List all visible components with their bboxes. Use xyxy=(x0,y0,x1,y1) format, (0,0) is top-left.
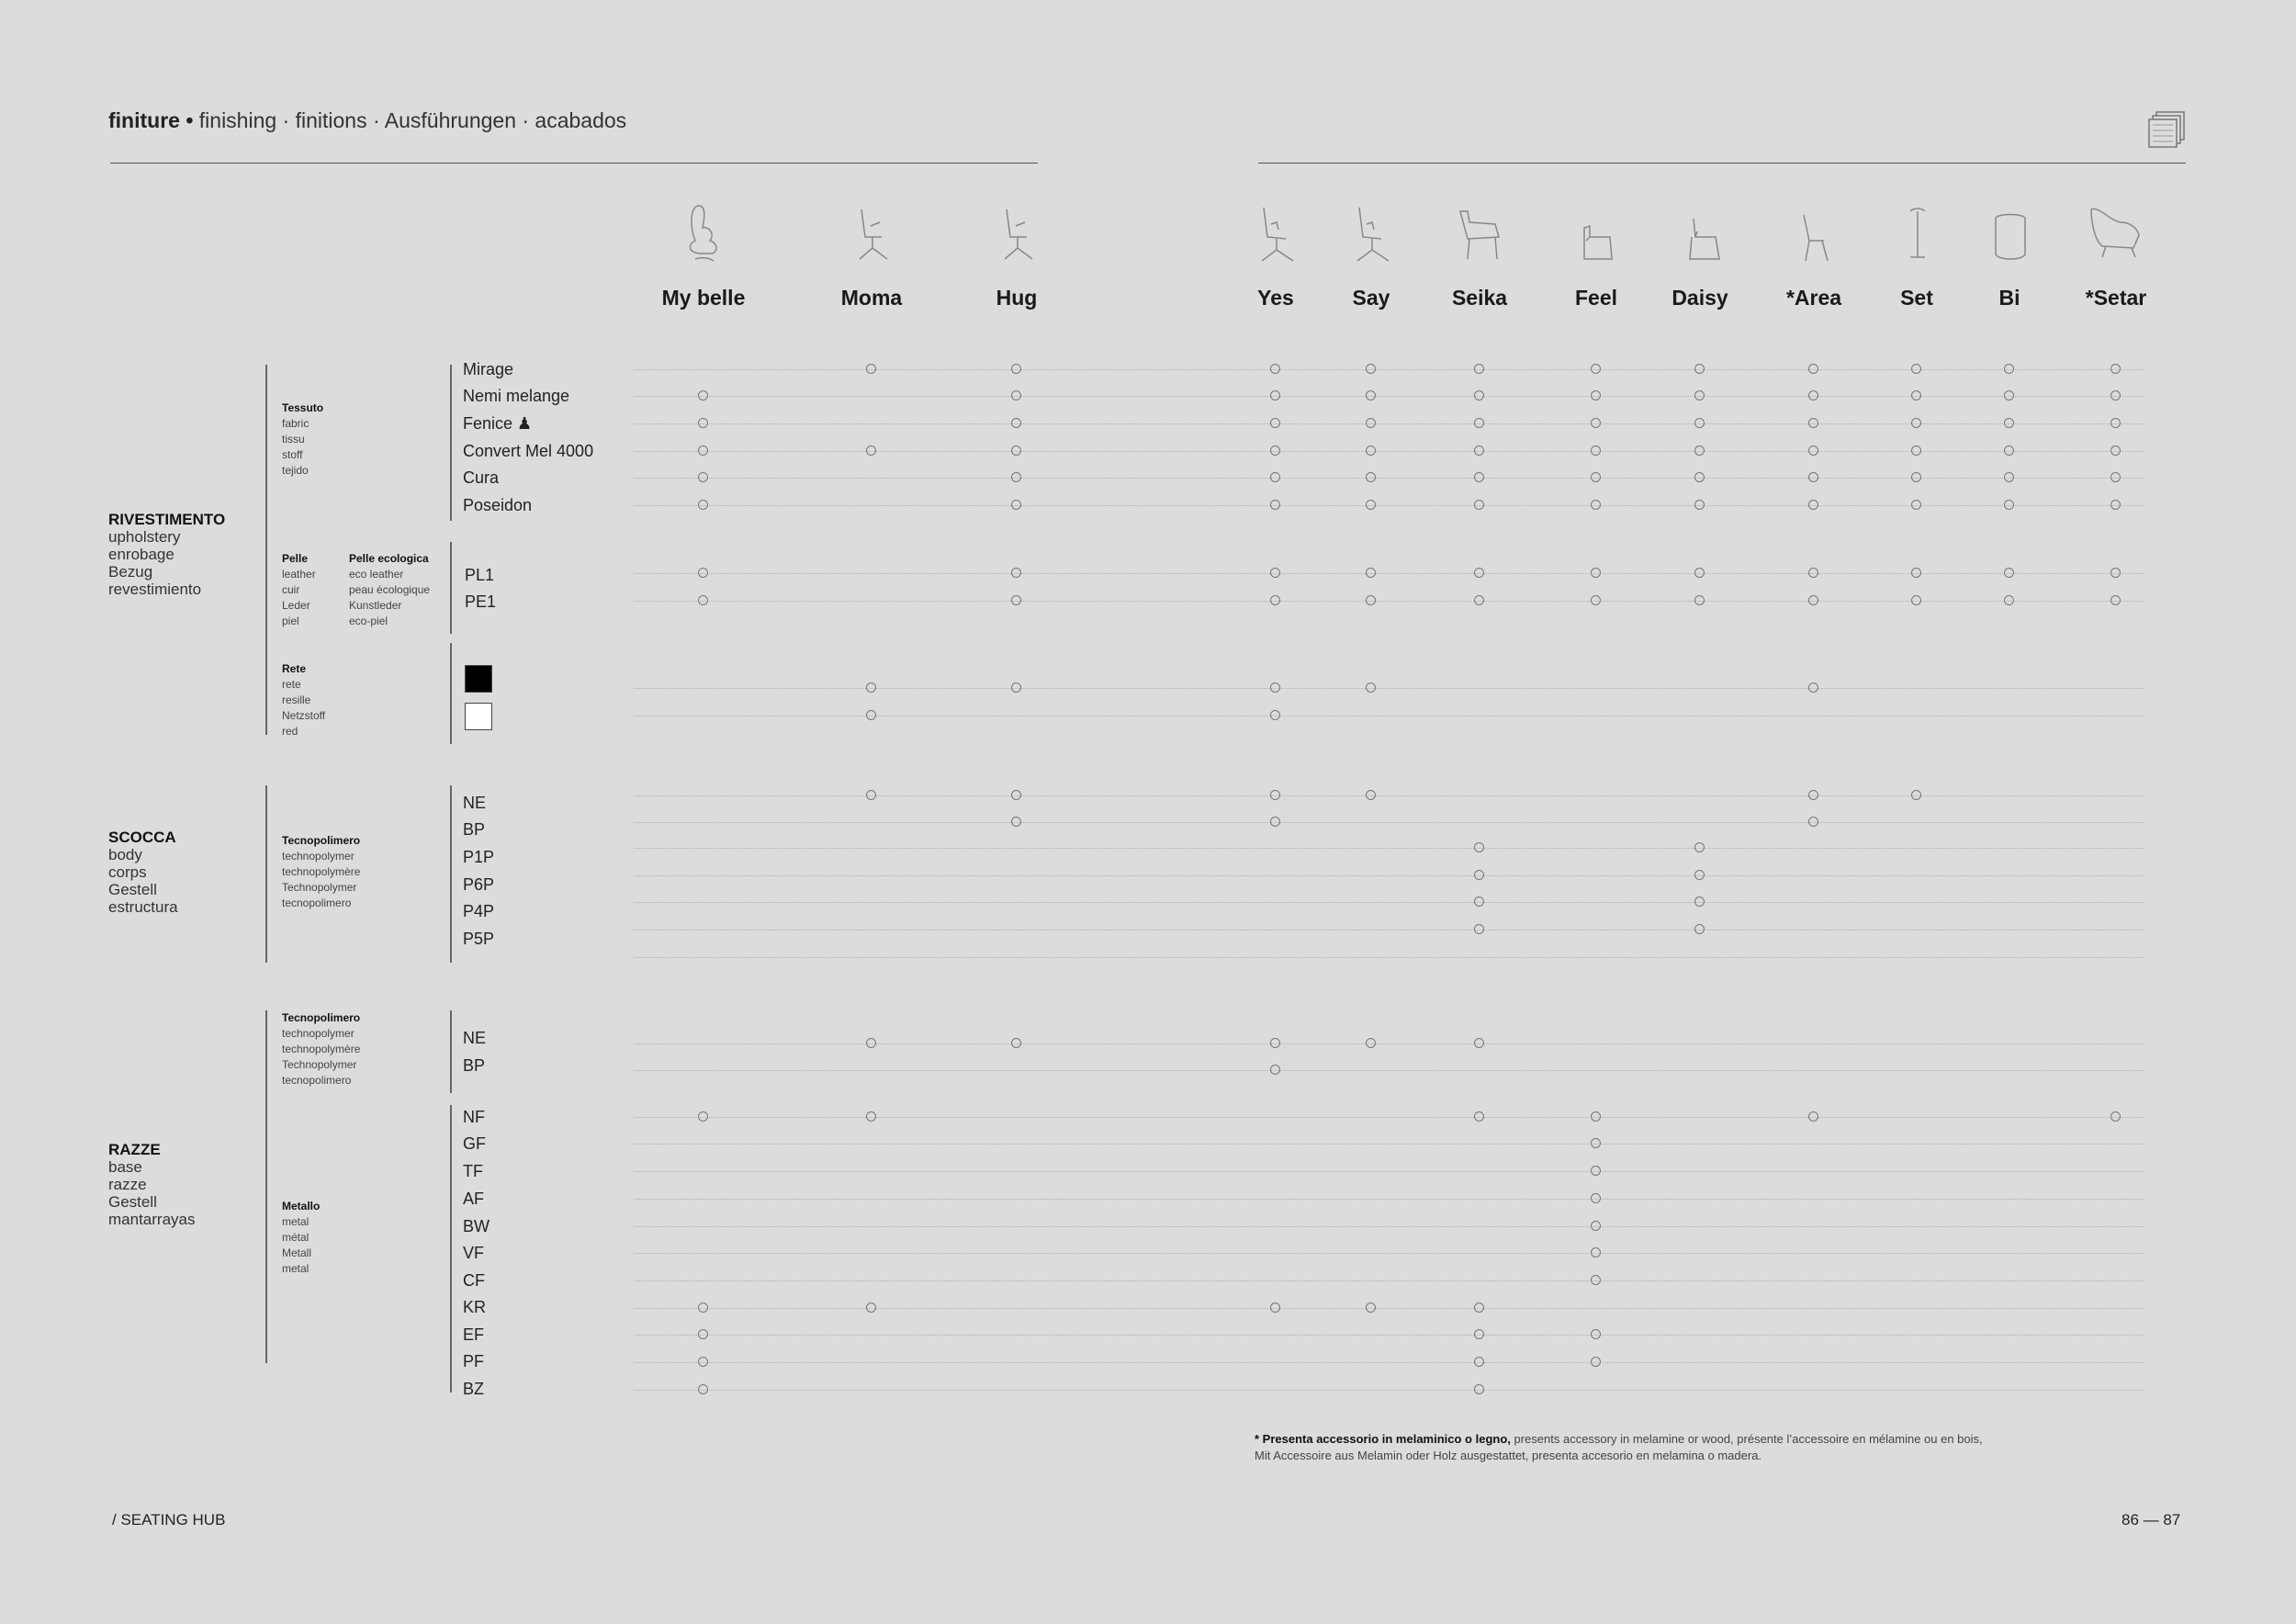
availability-mark xyxy=(1366,472,1376,482)
availability-mark xyxy=(1808,790,1818,800)
chair-icon xyxy=(1668,200,1732,274)
availability-mark xyxy=(1474,390,1484,400)
footer-brand: / SEATING HUB xyxy=(112,1511,226,1528)
header-rule-left xyxy=(110,163,1038,164)
finish-label: Fenice ♟ xyxy=(463,414,533,433)
availability-mark xyxy=(1474,568,1484,578)
availability-mark xyxy=(1270,595,1280,605)
finish-label: P6P xyxy=(463,875,495,894)
availability-mark xyxy=(1911,790,1921,800)
availability-mark xyxy=(1591,445,1601,456)
header-rule-right xyxy=(1258,163,2186,164)
sub-bar-metallo xyxy=(450,1105,452,1393)
model-name: *Setar xyxy=(2085,286,2147,310)
availability-mark xyxy=(1694,842,1705,852)
lounge-chair-icon xyxy=(2084,200,2148,274)
sub-line: eco leather xyxy=(349,568,404,581)
model-name: Moma xyxy=(840,286,903,310)
availability-mark xyxy=(1591,418,1601,428)
availability-mark xyxy=(2004,472,2014,482)
sub-line: technopolymère xyxy=(282,1043,361,1055)
row-divider xyxy=(634,1070,2144,1071)
availability-mark xyxy=(1366,1303,1376,1313)
availability-mark xyxy=(1591,1329,1601,1339)
availability-mark xyxy=(2004,445,2014,456)
availability-mark xyxy=(1808,817,1818,827)
availability-mark xyxy=(698,1384,708,1394)
availability-mark xyxy=(698,1329,708,1339)
finish-label: VF xyxy=(463,1244,485,1262)
group-razze-title: RAZZE xyxy=(108,1141,161,1158)
availability-mark xyxy=(1474,1357,1484,1367)
availability-mark xyxy=(1694,418,1705,428)
availability-mark xyxy=(2110,390,2121,400)
row-divider xyxy=(634,848,2144,849)
availability-mark xyxy=(698,1303,708,1313)
row-divider xyxy=(634,875,2144,876)
armchair-executive-icon xyxy=(671,200,736,274)
availability-mark xyxy=(1366,595,1376,605)
group-bar-razze xyxy=(265,1010,267,1363)
availability-mark xyxy=(1474,1303,1484,1313)
sub-line: technopolymer xyxy=(282,1027,355,1040)
sub-tecnopolimero-title: Tecnopolimero xyxy=(282,834,361,847)
availability-mark xyxy=(1270,790,1280,800)
row-divider xyxy=(634,1043,2144,1044)
finish-label: PE1 xyxy=(465,592,497,611)
availability-mark xyxy=(1591,1221,1601,1231)
availability-mark xyxy=(866,1111,876,1122)
task-chair-icon xyxy=(1339,200,1403,274)
sub-line: eco-piel xyxy=(349,615,388,627)
footnote-line1: presents accessory in melamine or wood, présente l’accessoire en mélamine ou en bois, xyxy=(1510,1432,1983,1446)
availability-mark xyxy=(1474,1038,1484,1048)
group-rivestimento-title: RIVESTIMENTO xyxy=(108,511,226,528)
group-line: Gestell xyxy=(108,881,157,898)
availability-mark xyxy=(1366,418,1376,428)
availability-mark xyxy=(2110,595,2121,605)
availability-mark xyxy=(1808,445,1818,456)
finish-label: Cura xyxy=(463,468,500,487)
sub-tessuto-title: Tessuto xyxy=(282,401,324,414)
availability-mark xyxy=(2004,418,2014,428)
model-name: *Area xyxy=(1785,286,1842,310)
availability-mark xyxy=(1474,364,1484,374)
availability-mark xyxy=(1694,870,1705,880)
title-bold: finiture • xyxy=(108,108,194,132)
availability-mark xyxy=(1474,897,1484,907)
sub-tecnopolimero-title: Tecnopolimero xyxy=(282,1011,361,1024)
availability-mark xyxy=(1591,1247,1601,1257)
finish-label: CF xyxy=(463,1271,485,1290)
availability-mark xyxy=(1366,790,1376,800)
availability-mark xyxy=(1591,1138,1601,1148)
group-line: Bezug xyxy=(108,563,153,581)
stool-icon xyxy=(1885,200,1949,274)
availability-mark xyxy=(1694,364,1705,374)
availability-mark xyxy=(1808,500,1818,510)
availability-mark xyxy=(698,472,708,482)
finish-label: BP xyxy=(463,1056,486,1075)
finish-label: P4P xyxy=(463,902,495,920)
sub-tecnopolimero-razze xyxy=(282,1010,360,1088)
finish-label: GF xyxy=(463,1134,486,1153)
availability-mark xyxy=(1011,500,1021,510)
availability-mark xyxy=(1694,595,1705,605)
availability-mark xyxy=(1366,364,1376,374)
sub-line: Leder xyxy=(282,599,310,612)
sub-line: metal xyxy=(282,1215,310,1228)
model-name: Yes xyxy=(1257,286,1294,310)
sub-line: tissu xyxy=(282,433,305,445)
group-line: upholstery xyxy=(108,528,181,546)
availability-mark xyxy=(1591,1193,1601,1203)
availability-mark xyxy=(1270,710,1280,720)
availability-mark xyxy=(1694,897,1705,907)
side-chair-icon xyxy=(1782,200,1846,274)
availability-mark xyxy=(866,1038,876,1048)
finish-label: Nemi melange xyxy=(463,387,570,405)
availability-mark xyxy=(1366,682,1376,693)
row-divider xyxy=(634,1117,2144,1118)
availability-mark xyxy=(1591,1357,1601,1367)
availability-mark xyxy=(2004,568,2014,578)
sub-line: red xyxy=(282,725,298,738)
availability-mark xyxy=(2110,418,2121,428)
sub-line: technopolymer xyxy=(282,850,355,863)
availability-mark xyxy=(1694,472,1705,482)
availability-mark xyxy=(1011,472,1021,482)
sub-line: stoff xyxy=(282,448,303,461)
row-divider xyxy=(634,1171,2144,1172)
group-line: razze xyxy=(108,1176,147,1193)
availability-mark xyxy=(698,568,708,578)
availability-mark xyxy=(1694,924,1705,934)
availability-mark xyxy=(698,1357,708,1367)
catalog-icon xyxy=(2147,108,2188,149)
availability-mark xyxy=(1366,1038,1376,1048)
model-name: Hug xyxy=(996,286,1038,310)
page-title xyxy=(108,108,626,133)
availability-mark xyxy=(698,418,708,428)
availability-mark xyxy=(1808,472,1818,482)
footnote-bold: * Presenta accessorio in melaminico o legno, xyxy=(1255,1432,1511,1446)
sub-rete-title: Rete xyxy=(282,662,307,675)
finish-label: AF xyxy=(463,1190,485,1208)
availability-mark xyxy=(1011,817,1021,827)
availability-mark xyxy=(1270,500,1280,510)
finish-label: KR xyxy=(463,1298,487,1316)
availability-mark xyxy=(1474,418,1484,428)
swatch-black xyxy=(465,665,492,693)
finish-label: Poseidon xyxy=(463,496,533,514)
model-name: Seika xyxy=(1451,286,1508,310)
availability-mark xyxy=(698,1111,708,1122)
availability-mark xyxy=(1808,682,1818,693)
availability-mark xyxy=(1474,1111,1484,1122)
availability-mark xyxy=(866,445,876,456)
sub-line: Netzstoff xyxy=(282,709,326,722)
sub-line: Kunstleder xyxy=(349,599,402,612)
task-chair-icon xyxy=(1244,200,1308,274)
availability-mark xyxy=(1591,568,1601,578)
title-translations: finishing · finitions · Ausführungen · acabados xyxy=(198,108,627,132)
sub-line: tejido xyxy=(282,464,309,477)
availability-mark xyxy=(1270,364,1280,374)
availability-mark xyxy=(1474,1329,1484,1339)
sub-line: fabric xyxy=(282,417,310,430)
sub-bar-tessuto xyxy=(450,365,452,521)
availability-mark xyxy=(2110,500,2121,510)
sub-metallo-title: Metallo xyxy=(282,1200,321,1212)
armchair-icon xyxy=(1447,200,1512,274)
availability-mark xyxy=(1591,1275,1601,1285)
footnote-line2: Mit Accessoire aus Melamin oder Holz ausgestattet, presenta accesorio en melamina o madera. xyxy=(1255,1449,1762,1462)
finish-label: BZ xyxy=(463,1380,485,1398)
row-divider xyxy=(634,1253,2144,1254)
row-divider xyxy=(634,822,2144,823)
swatch-white xyxy=(465,703,492,730)
group-line: enrobage xyxy=(108,546,174,563)
page-numbers: 86 — 87 xyxy=(2122,1511,2181,1528)
availability-mark xyxy=(1011,364,1021,374)
availability-mark xyxy=(1011,418,1021,428)
footnote xyxy=(1255,1431,2265,1464)
availability-mark xyxy=(1270,1065,1280,1075)
availability-mark xyxy=(1694,500,1705,510)
row-divider xyxy=(634,1308,2144,1309)
availability-mark xyxy=(2004,595,2014,605)
availability-mark xyxy=(2110,568,2121,578)
row-divider xyxy=(634,1280,2144,1281)
availability-mark xyxy=(1591,1111,1601,1122)
sub-line: Technopolymer xyxy=(282,1058,357,1071)
row-divider xyxy=(634,1362,2144,1363)
sub-line: métal xyxy=(282,1231,310,1244)
availability-mark xyxy=(1474,842,1484,852)
sub-pelle-title: Pelle xyxy=(282,552,309,565)
sub-bar-rete xyxy=(450,643,452,744)
group-razze xyxy=(108,1141,195,1228)
availability-mark xyxy=(1270,1303,1280,1313)
finish-label: P1P xyxy=(463,848,495,866)
availability-mark xyxy=(1591,390,1601,400)
finish-label: EF xyxy=(463,1325,485,1344)
row-divider xyxy=(634,957,2144,958)
availability-mark xyxy=(1911,568,1921,578)
group-line: Gestell xyxy=(108,1193,157,1211)
availability-mark xyxy=(1011,1038,1021,1048)
availability-mark xyxy=(1270,1038,1280,1048)
sub-pelle xyxy=(282,551,316,629)
group-line: estructura xyxy=(108,898,178,916)
group-bar-rivestimento xyxy=(265,365,267,735)
finish-label: NE xyxy=(463,1029,487,1047)
sub-line: peau écologique xyxy=(349,583,431,596)
finish-label: NE xyxy=(463,794,487,812)
availability-mark xyxy=(1011,790,1021,800)
availability-mark xyxy=(1270,568,1280,578)
sub-line: Metall xyxy=(282,1246,312,1259)
sub-pelle-ecologica-title: Pelle ecologica xyxy=(349,552,429,565)
sub-tecnopolimero-scocca xyxy=(282,833,360,911)
sub-pelle-ecologica xyxy=(349,551,430,629)
availability-mark xyxy=(1911,472,1921,482)
availability-mark xyxy=(1591,1166,1601,1176)
model-name: Feel xyxy=(1574,286,1618,310)
model-name: Bi xyxy=(1998,286,2020,310)
availability-mark xyxy=(698,595,708,605)
sub-line: cuir xyxy=(282,583,300,596)
availability-mark xyxy=(1011,595,1021,605)
availability-mark xyxy=(1911,418,1921,428)
pouf-icon xyxy=(1977,200,2042,274)
office-chair-icon xyxy=(839,200,904,274)
model-name: My belle xyxy=(661,286,746,310)
group-line: mantarrayas xyxy=(108,1211,196,1228)
sub-rete xyxy=(282,661,325,739)
availability-mark xyxy=(1911,390,1921,400)
finish-label: P5P xyxy=(463,930,495,948)
availability-mark xyxy=(2110,364,2121,374)
availability-mark xyxy=(1474,595,1484,605)
availability-mark xyxy=(1270,682,1280,693)
sub-bar-tecnopolimero-scocca xyxy=(450,785,452,963)
availability-mark xyxy=(1591,364,1601,374)
group-line: corps xyxy=(108,863,147,881)
availability-mark xyxy=(1808,364,1818,374)
availability-mark xyxy=(866,364,876,374)
availability-mark xyxy=(1808,1111,1818,1122)
availability-mark xyxy=(1911,595,1921,605)
finish-label: NF xyxy=(463,1108,485,1126)
finish-label: PL1 xyxy=(465,566,495,584)
sub-line: tecnopolimero xyxy=(282,897,352,909)
row-divider xyxy=(634,1390,2144,1391)
group-line: revestimiento xyxy=(108,581,202,598)
availability-mark xyxy=(1911,500,1921,510)
availability-mark xyxy=(1808,418,1818,428)
availability-mark xyxy=(1474,500,1484,510)
availability-mark xyxy=(866,1303,876,1313)
group-scocca-title: SCOCCA xyxy=(108,829,176,846)
availability-mark xyxy=(2110,445,2121,456)
availability-mark xyxy=(1270,817,1280,827)
availability-mark xyxy=(1591,472,1601,482)
finish-label: Convert Mel 4000 xyxy=(463,442,594,460)
availability-mark xyxy=(1808,390,1818,400)
availability-mark xyxy=(866,790,876,800)
group-line: body xyxy=(108,846,142,863)
availability-mark xyxy=(2110,472,2121,482)
availability-mark xyxy=(2004,500,2014,510)
availability-mark xyxy=(1474,870,1484,880)
row-divider xyxy=(634,1335,2144,1336)
availability-mark xyxy=(866,682,876,693)
availability-mark xyxy=(1694,390,1705,400)
availability-mark xyxy=(1808,568,1818,578)
sub-line: technopolymère xyxy=(282,865,361,878)
availability-mark xyxy=(1011,390,1021,400)
finish-label: Mirage xyxy=(463,360,514,378)
group-line: base xyxy=(108,1158,142,1176)
finish-label: BP xyxy=(463,820,486,839)
row-divider xyxy=(634,1144,2144,1145)
availability-mark xyxy=(1270,445,1280,456)
group-bar-scocca xyxy=(265,785,267,963)
availability-mark xyxy=(1474,924,1484,934)
group-scocca xyxy=(108,829,178,916)
sub-line: metal xyxy=(282,1262,310,1275)
availability-mark xyxy=(1366,500,1376,510)
availability-mark xyxy=(2110,1111,2121,1122)
availability-mark xyxy=(1591,500,1601,510)
sub-metallo xyxy=(282,1199,320,1277)
availability-mark xyxy=(1366,568,1376,578)
model-name: Set xyxy=(1900,286,1933,310)
availability-mark xyxy=(1591,595,1601,605)
model-name: Say xyxy=(1352,286,1390,310)
availability-mark xyxy=(1011,682,1021,693)
availability-mark xyxy=(1270,472,1280,482)
availability-mark xyxy=(698,445,708,456)
availability-mark xyxy=(698,390,708,400)
sub-line: rete xyxy=(282,678,301,691)
sub-line: Technopolymer xyxy=(282,881,357,894)
model-name: Daisy xyxy=(1671,286,1728,310)
finish-label: PF xyxy=(463,1352,485,1370)
finish-label: TF xyxy=(463,1162,483,1180)
availability-mark xyxy=(1694,445,1705,456)
availability-mark xyxy=(2004,364,2014,374)
row-divider xyxy=(634,902,2144,903)
row-divider xyxy=(634,1226,2144,1227)
availability-mark xyxy=(866,710,876,720)
stool-chair-icon xyxy=(1564,200,1628,274)
availability-mark xyxy=(1911,364,1921,374)
finish-label: BW xyxy=(463,1217,490,1235)
group-rivestimento xyxy=(108,511,225,598)
availability-mark xyxy=(1011,568,1021,578)
sub-bar-tecnopolimero-razze xyxy=(450,1010,452,1093)
sub-tessuto xyxy=(282,400,323,479)
availability-mark xyxy=(2004,390,2014,400)
availability-mark xyxy=(698,500,708,510)
availability-mark xyxy=(1694,568,1705,578)
availability-mark xyxy=(1270,390,1280,400)
availability-mark xyxy=(1474,445,1484,456)
row-divider xyxy=(634,1199,2144,1200)
sub-line: leather xyxy=(282,568,316,581)
availability-mark xyxy=(1474,472,1484,482)
availability-mark xyxy=(1474,1384,1484,1394)
availability-mark xyxy=(1911,445,1921,456)
availability-mark xyxy=(1366,445,1376,456)
availability-mark xyxy=(1366,390,1376,400)
availability-mark xyxy=(1270,418,1280,428)
availability-mark xyxy=(1808,595,1818,605)
sub-line: resille xyxy=(282,694,311,706)
sub-line: tecnopolimero xyxy=(282,1074,352,1087)
office-chair-icon xyxy=(985,200,1049,274)
sub-bar-pelle xyxy=(450,542,452,634)
row-divider xyxy=(634,688,2144,689)
availability-mark xyxy=(1011,445,1021,456)
sub-line: piel xyxy=(282,615,299,627)
